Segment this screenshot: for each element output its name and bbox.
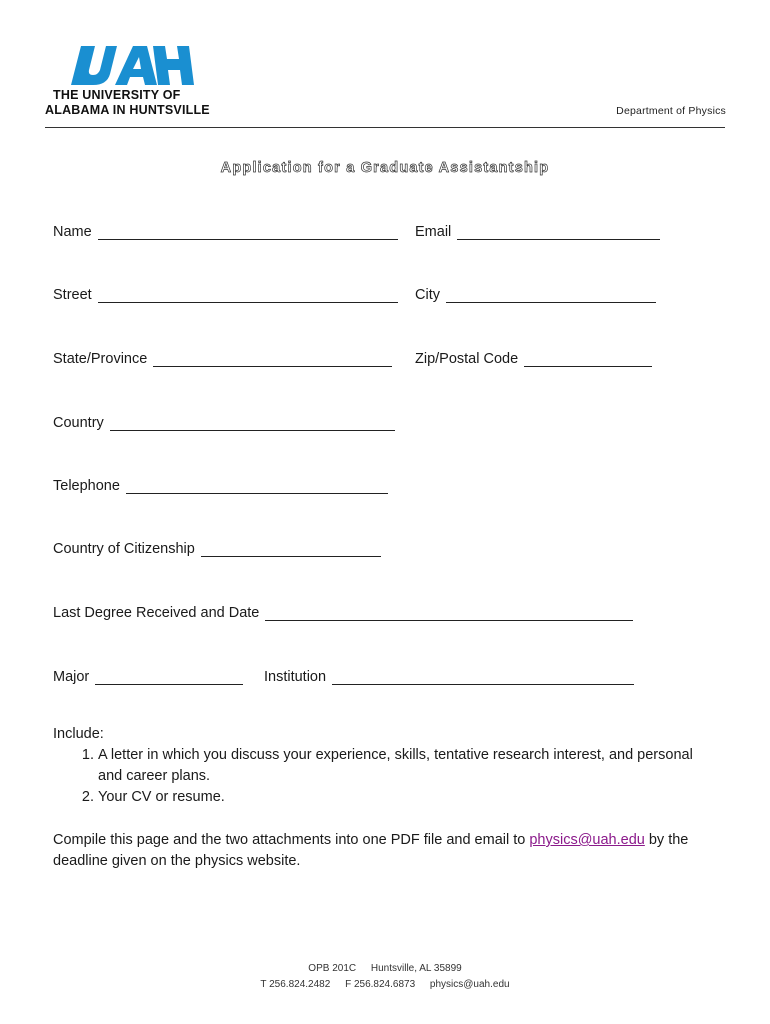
include-heading: Include: [53, 726, 104, 742]
institution-label: Institution [264, 669, 327, 685]
footer-room: OPB 201C [308, 963, 357, 974]
email-input-line[interactable] [457, 225, 660, 240]
last-degree-input-line[interactable] [265, 606, 633, 621]
department-name: Department of Physics [616, 105, 726, 117]
zip-input-line[interactable] [524, 352, 652, 367]
city-label: City [415, 287, 440, 303]
institution-field [264, 669, 634, 685]
include-item-letter: 1. A letter in which you discuss your experience, skills, tentative research interest, and personal and career plans. [98, 745, 713, 787]
telephone-field [53, 478, 388, 494]
telephone-label: Telephone [53, 478, 120, 494]
country-input-line[interactable] [110, 416, 395, 431]
zip-label: Zip/Postal Code [415, 351, 519, 367]
footer-email: physics@uah.edu [429, 979, 510, 990]
email-label: Email [415, 224, 452, 240]
email-field [415, 224, 660, 240]
state-label: State/Province [53, 351, 148, 367]
citizenship-field [53, 541, 381, 557]
uah-logo-icon [67, 44, 195, 86]
institution-input-line[interactable] [332, 670, 634, 685]
street-field [53, 287, 398, 303]
state-field [53, 351, 392, 367]
footer-city: Huntsville, AL 35899 [370, 963, 462, 974]
state-input-line[interactable] [153, 352, 392, 367]
footer-fax: F 256.824.6873 [345, 979, 416, 990]
footer-telephone: T 256.824.2482 [260, 979, 331, 990]
last-degree-field [53, 605, 633, 621]
include-item-cv: 2. Your CV or resume. [98, 787, 713, 808]
city-field [415, 287, 656, 303]
major-field [53, 669, 243, 685]
name-field [53, 224, 398, 240]
logo-line-1: THE UNIVERSITY OF [53, 88, 181, 102]
page-title: Application for a Graduate Assistantship [220, 160, 550, 176]
physics-email-link[interactable]: physics@uah.edu [529, 832, 645, 848]
footer [0, 961, 770, 993]
citizenship-input-line[interactable] [201, 542, 381, 557]
include-list [53, 745, 713, 808]
major-input-line[interactable] [95, 670, 243, 685]
street-label: Street [53, 287, 92, 303]
compile-text-after: by the deadline given on the physics website. [53, 832, 689, 869]
zip-field [415, 351, 652, 367]
citizenship-label: Country of Citizenship [53, 541, 195, 557]
name-input-line[interactable] [98, 225, 398, 240]
compile-text-before: Compile this page and the two attachments into one PDF file and email to [53, 832, 530, 848]
street-input-line[interactable] [98, 288, 398, 303]
name-label: Name [53, 224, 92, 240]
include-section [53, 724, 713, 808]
last-degree-label: Last Degree Received and Date [53, 605, 260, 621]
country-field [53, 415, 395, 431]
telephone-input-line[interactable] [126, 479, 388, 494]
compile-instructions [53, 830, 713, 872]
city-input-line[interactable] [446, 288, 656, 303]
country-label: Country [53, 415, 104, 431]
logo-line-2: ALABAMA IN HUNTSVILLE [45, 103, 210, 117]
uah-logo [45, 44, 225, 118]
major-label: Major [53, 669, 90, 685]
header-divider [45, 127, 725, 128]
